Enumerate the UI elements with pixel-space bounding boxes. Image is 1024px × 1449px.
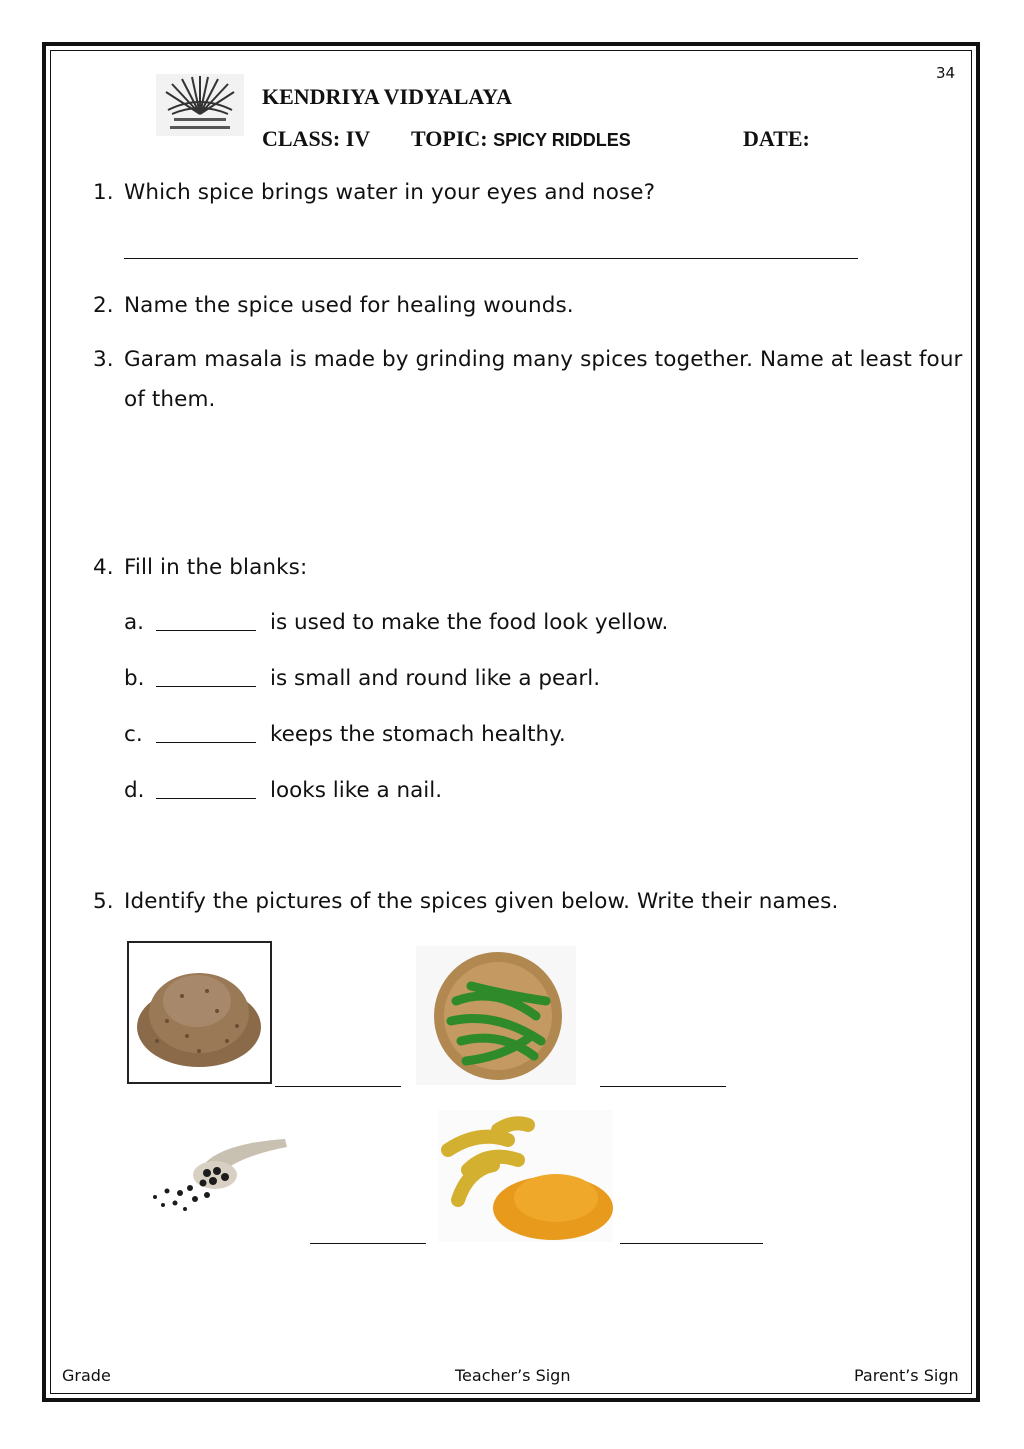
item-text: keeps the stomach healthy.: [270, 722, 566, 747]
class-label: CLASS: IV: [262, 126, 371, 151]
question-text: Name the spice used for healing wounds.: [124, 293, 574, 318]
blank-field[interactable]: [156, 798, 256, 799]
item-label: b.: [124, 666, 145, 691]
question-4: [93, 555, 307, 580]
question-1: [93, 180, 655, 205]
question-number: 1.: [93, 180, 114, 205]
blank-field[interactable]: [156, 742, 256, 743]
school-logo: [156, 74, 244, 136]
blank-field[interactable]: [156, 630, 256, 631]
teacher-sign-label: Teacher’s Sign: [455, 1366, 571, 1385]
fill-blank-item: [124, 610, 668, 635]
question-number: 4.: [93, 555, 114, 580]
topic-label: TOPIC:: [411, 126, 488, 151]
black-pepper-image: [145, 1133, 290, 1215]
school-name: KENDRIYA VIDYALAYA: [262, 84, 513, 109]
question-text: Garam masala is made by grinding many spices together. Name at least four: [124, 347, 963, 372]
date-label: DATE:: [743, 126, 810, 151]
item-text: looks like a nail.: [270, 778, 443, 803]
question-number: 3.: [93, 347, 114, 372]
question-3: [93, 347, 962, 372]
answer-line[interactable]: [124, 258, 858, 259]
topic-value: SPICY RIDDLES: [493, 130, 631, 150]
question-2: [93, 293, 574, 318]
item-label: c.: [124, 722, 143, 747]
page-number: 34: [936, 64, 956, 82]
green-chilli-image: [416, 946, 576, 1085]
question-5: [93, 889, 838, 914]
fill-blank-item: [124, 722, 566, 747]
grade-label: Grade: [62, 1366, 111, 1385]
fill-blank-item: [124, 666, 600, 691]
answer-line[interactable]: [620, 1243, 763, 1244]
answer-line[interactable]: [310, 1243, 426, 1244]
answer-line[interactable]: [600, 1086, 726, 1087]
question-text: Which spice brings water in your eyes and nose?: [124, 180, 656, 205]
question-number: 2.: [93, 293, 114, 318]
answer-line[interactable]: [275, 1086, 401, 1087]
question-text: Fill in the blanks:: [124, 555, 308, 580]
item-text: is used to make the food look yellow.: [270, 610, 669, 635]
parent-sign-label: Parent’s Sign: [854, 1366, 959, 1385]
fill-blank-item: [124, 778, 442, 803]
item-label: a.: [124, 610, 145, 635]
turmeric-image: [438, 1110, 613, 1242]
question-number: 5.: [93, 889, 114, 914]
blank-field[interactable]: [156, 686, 256, 687]
item-label: d.: [124, 778, 145, 803]
cumin-seeds-image: [127, 941, 272, 1084]
question-3-continued: of them.: [124, 387, 216, 412]
question-text: Identify the pictures of the spices given below. Write their names.: [124, 889, 839, 914]
topic-heading: [411, 126, 631, 152]
item-text: is small and round like a pearl.: [270, 666, 601, 691]
